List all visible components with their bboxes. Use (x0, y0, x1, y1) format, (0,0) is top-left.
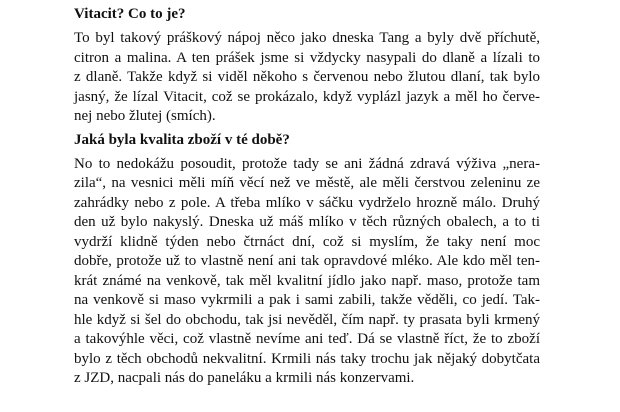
paragraph-line: zahrádky nebo z pole. A třeba mlíko v sáčku vydrželo hrozně málo. Druhý (74, 194, 540, 211)
paragraph-line: den už bylo nakyslý. Dneska už máš mlíko v těch různých obalech, a to ti (74, 214, 540, 230)
paragraph-line: z dlaně. Takže když si viděl někoho s červenou nebo žlutou dlaní, tak bylo (74, 69, 540, 85)
paragraph-line: na venkově si maso vykrmili a pak i sami zabili, takže věděli, co jedí. Tak- (74, 292, 540, 308)
paragraph-line: citron a malina. A ten prášek jsme si vždycky nasypali do dlaně a lízali to (74, 49, 540, 66)
section-heading-vitacit: Vitacit? Co to je? (74, 6, 186, 22)
paragraph-line: a takovýhle věci, což vlastně nevíme ani teď. Dá se vlastně říct, že to zboží (74, 331, 540, 347)
paragraph-line: bylo z těch obchodů nekvalitní. Krmili nás taky trochu jak nějaký dobytčata (74, 350, 540, 367)
paragraph-line: dobře, protože už to vlastně není ani tak opravdové mléko. Ale kdo měl ten- (74, 253, 540, 269)
paragraph-line: To byl takový práškový nápoj něco jako dneska Tang a byly dvě příchutě, (74, 30, 540, 46)
paragraph-line: jasný, že lízal Vitacit, což se prokázalo, když vyplázl jazyk a měl ho červe- (74, 88, 540, 105)
paragraph-line: nej nebo žlutej (smích). (74, 108, 216, 124)
paragraph-line: krát známé na venkově, tak měl kvalitní jídlo jako např. maso, protože tam (74, 272, 540, 289)
section-heading-kvalita-zbozi: Jaká byla kvalita zboží v té době? (74, 131, 290, 148)
paragraph-line: vydrží klidně týden nebo čtrnáct dní, což si myslím, že taky není moc (74, 233, 540, 250)
paragraph-line: zila“, na vesnici měli míň věcí než ve městě, ale měli čerstvou zeleninu ze (74, 175, 540, 191)
paragraph-line: hle když si šel do obchodu, tak jsi nevěděl, čím např. ty prasata byli krmený (74, 311, 540, 328)
paragraph-line: No to nedokážu posoudit, protože tady se ani žádná zdravá výživa „nera- (74, 155, 540, 172)
paragraph-line: z JZD, nacpali nás do paneláku a krmili nás konzervami. (74, 370, 415, 386)
